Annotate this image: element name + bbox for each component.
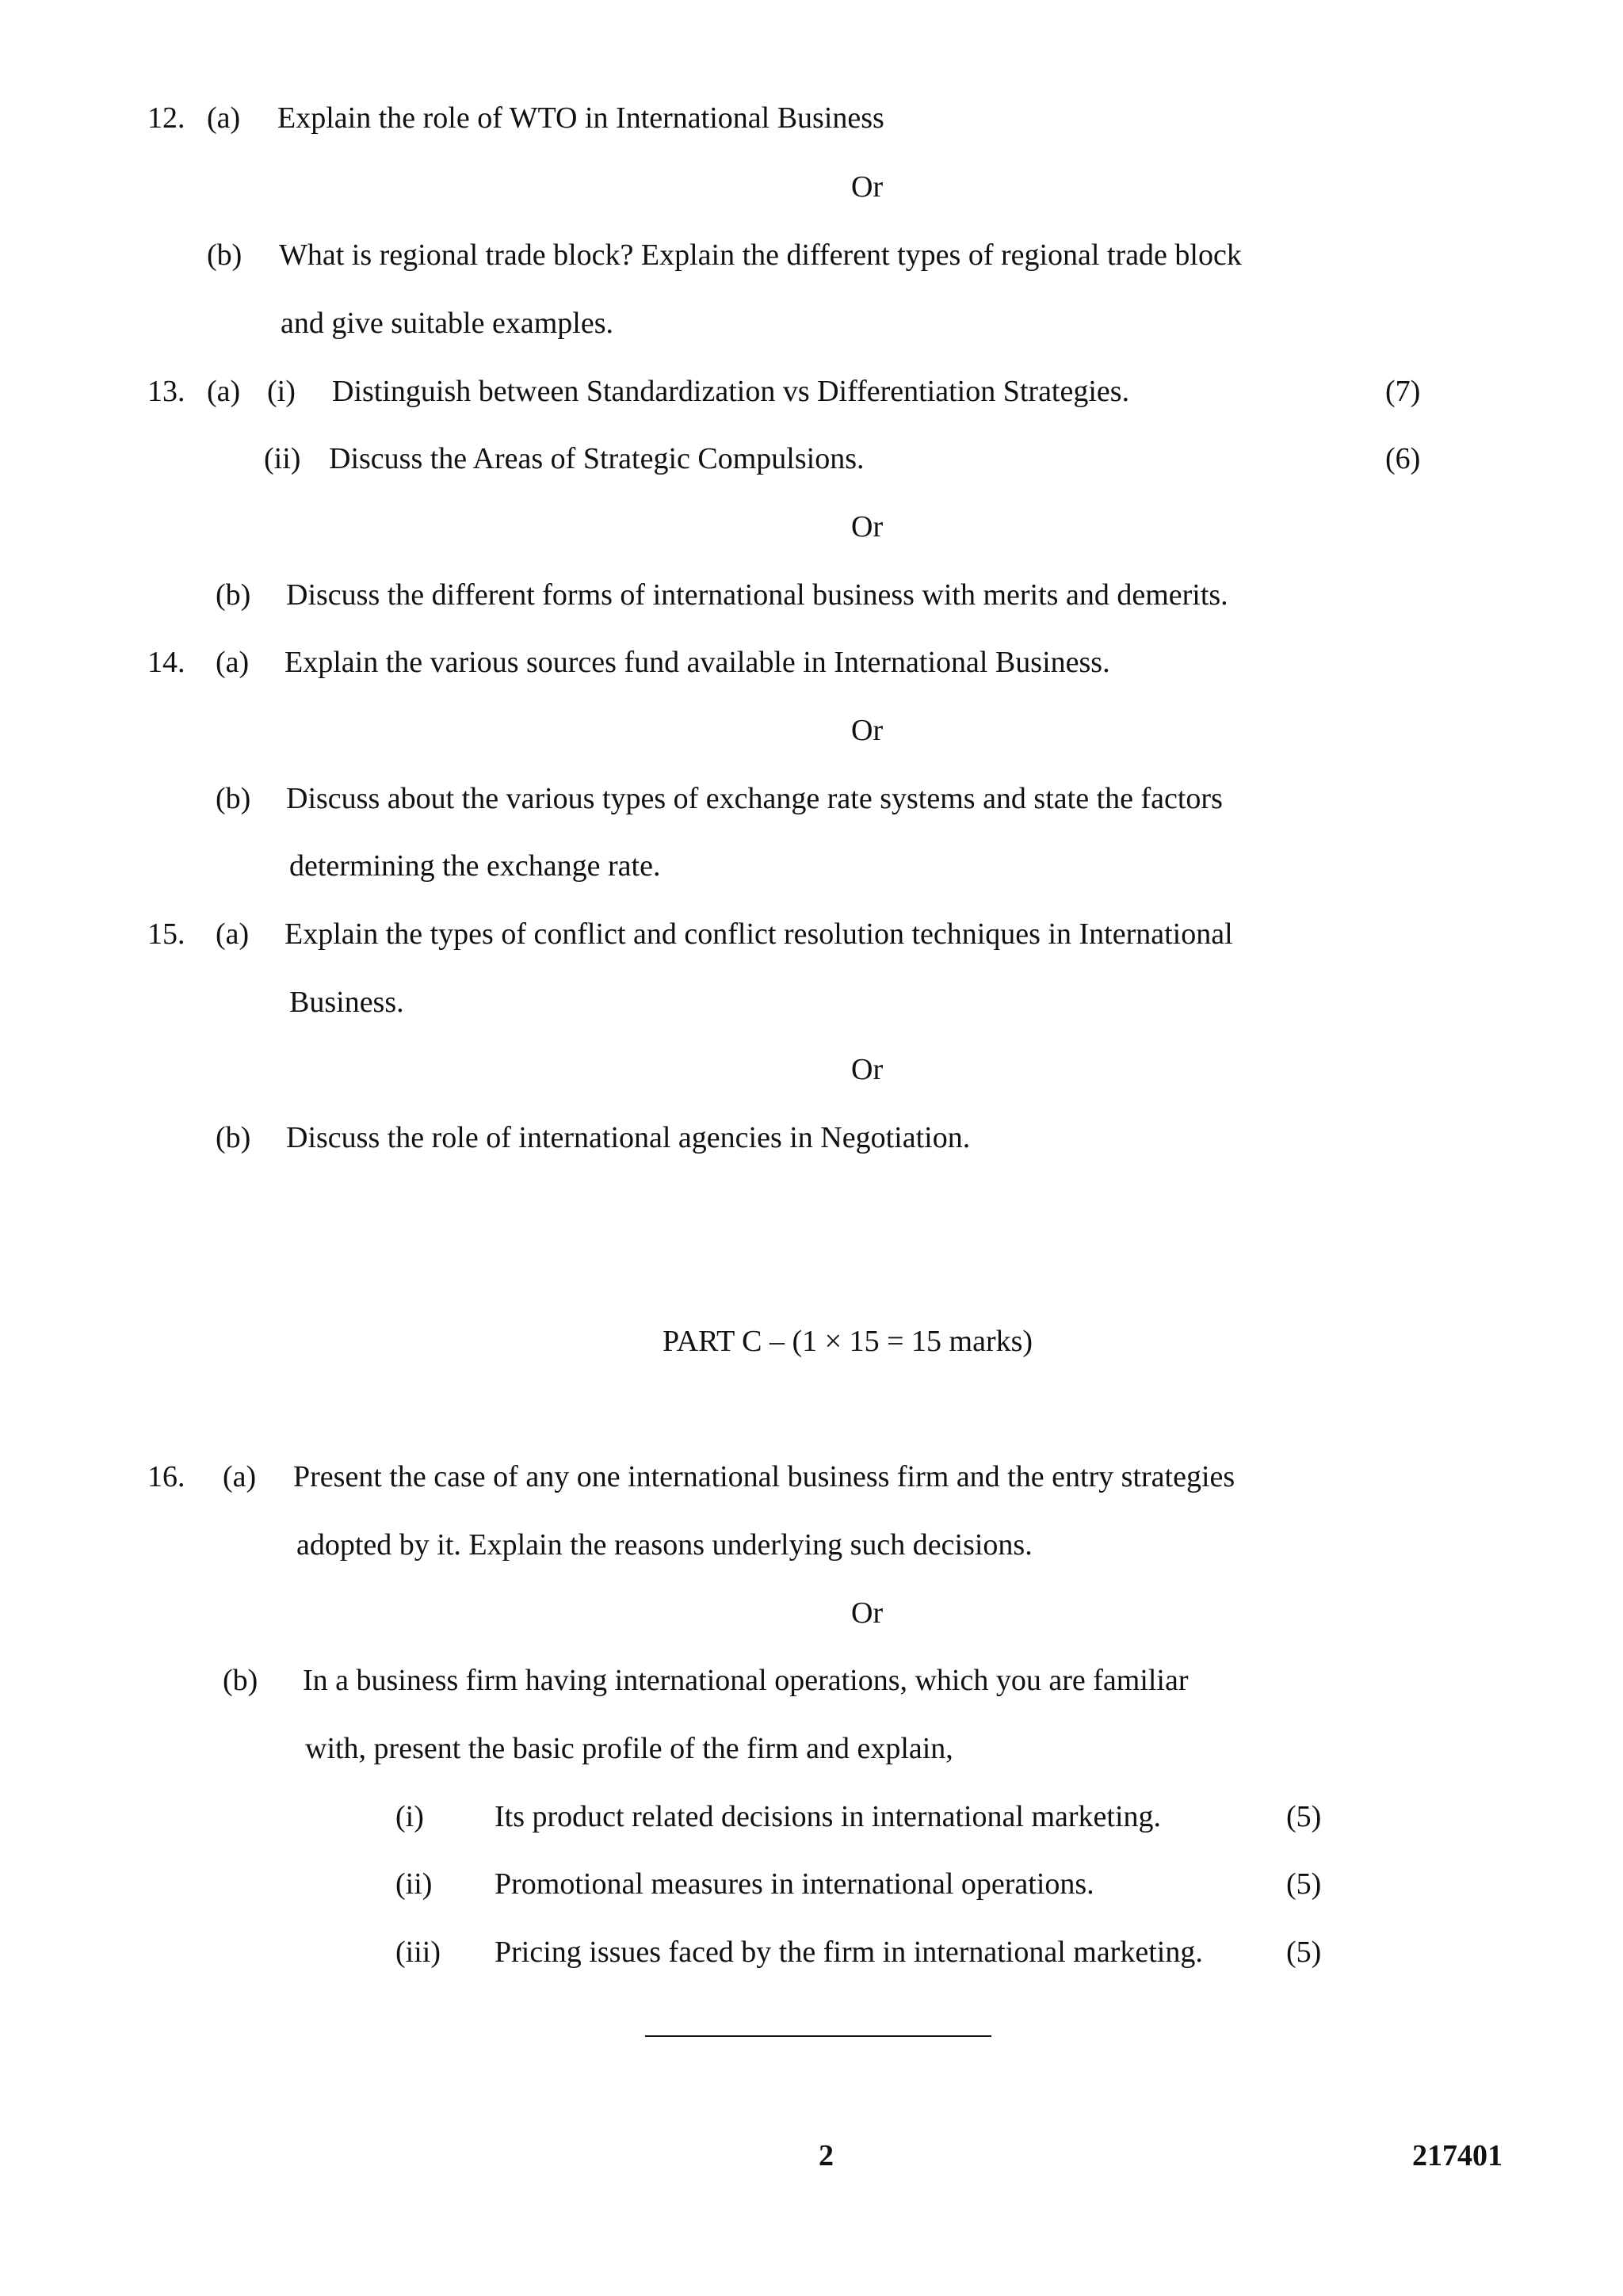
q12-b-label: (b) (207, 238, 242, 272)
q14-or: Or (851, 714, 884, 747)
paper-code: 217401 (1412, 2139, 1503, 2172)
q13-or: Or (851, 510, 884, 543)
q14-number: 14. (147, 646, 185, 679)
page-number: 2 (819, 2139, 834, 2172)
q16-a-label: (a) (223, 1460, 257, 1493)
q16-b-label: (b) (223, 1664, 258, 1697)
q12-a-text: Explain the role of WTO in International Business (277, 101, 884, 135)
q16-number: 16. (147, 1460, 185, 1493)
q12-b-line2: and give suitable examples. (281, 307, 613, 340)
q12-b-line1: What is regional trade block? Explain the different types of regional trade block (279, 238, 1242, 272)
q13-a-ii-label: (ii) (264, 442, 301, 475)
q16-b-line2: with, present the basic profile of the firm and explain, (305, 1732, 953, 1765)
q14-b-line1: Discuss about the various types of exchange rate systems and state the factors (286, 782, 1223, 815)
q16-sub-item-marks: (5) (1286, 1867, 1322, 1901)
q14-a-label: (a) (216, 646, 250, 679)
q16-a-line2: adopted by it. Explain the reasons underlying such decisions. (296, 1528, 1033, 1562)
q15-number: 15. (147, 917, 185, 951)
q16-b-line1: In a business firm having international operations, which you are familiar (303, 1664, 1189, 1697)
q13-b-label: (b) (216, 578, 251, 612)
q16-sub-item-label: (iii) (395, 1936, 441, 1969)
q15-a-line1: Explain the types of conflict and conflict resolution techniques in International (285, 917, 1233, 951)
q13-a-ii-text: Discuss the Areas of Strategic Compulsions. (329, 442, 865, 475)
q13-b-text: Discuss the different forms of international business with merits and demerits. (286, 578, 1228, 612)
q16-sub-item-label: (i) (395, 1800, 424, 1833)
q15-or: Or (851, 1053, 884, 1086)
q14-a-text: Explain the various sources fund available in International Business. (285, 646, 1110, 679)
end-rule (645, 2035, 991, 2037)
q16-sub-item-text: Pricing issues faced by the firm in international marketing. (495, 1936, 1203, 1969)
q12-a-label: (a) (207, 101, 241, 135)
q16-sub-item-marks: (5) (1286, 1800, 1322, 1833)
q16-or: Or (851, 1596, 884, 1630)
q16-sub-item-text: Promotional measures in international operations. (495, 1867, 1094, 1901)
q15-b-text: Discuss the role of international agencies in Negotiation. (286, 1121, 971, 1154)
q14-b-label: (b) (216, 782, 251, 815)
q13-number: 13. (147, 375, 185, 408)
q14-b-line2: determining the exchange rate. (289, 849, 661, 883)
q12-number: 12. (147, 101, 185, 135)
q13-a-i-text: Distinguish between Standardization vs Differentiation Strategies. (332, 375, 1130, 408)
q13-a-ii-marks: (6) (1385, 442, 1421, 475)
q13-a-i-label: (i) (267, 375, 296, 408)
q13-a-i-marks: (7) (1385, 375, 1421, 408)
q15-b-label: (b) (216, 1121, 251, 1154)
q15-a-line2: Business. (289, 986, 404, 1019)
q16-a-line1: Present the case of any one international business firm and the entry strategies (293, 1460, 1235, 1493)
q15-a-label: (a) (216, 917, 250, 951)
q16-sub-item-marks: (5) (1286, 1936, 1322, 1969)
q12-or: Or (851, 170, 884, 204)
part-c-heading: PART C – (1 × 15 = 15 marks) (663, 1325, 1033, 1358)
q16-sub-item-label: (ii) (395, 1867, 433, 1901)
q16-sub-item-text: Its product related decisions in international marketing. (495, 1800, 1162, 1833)
q13-a-label: (a) (207, 375, 241, 408)
